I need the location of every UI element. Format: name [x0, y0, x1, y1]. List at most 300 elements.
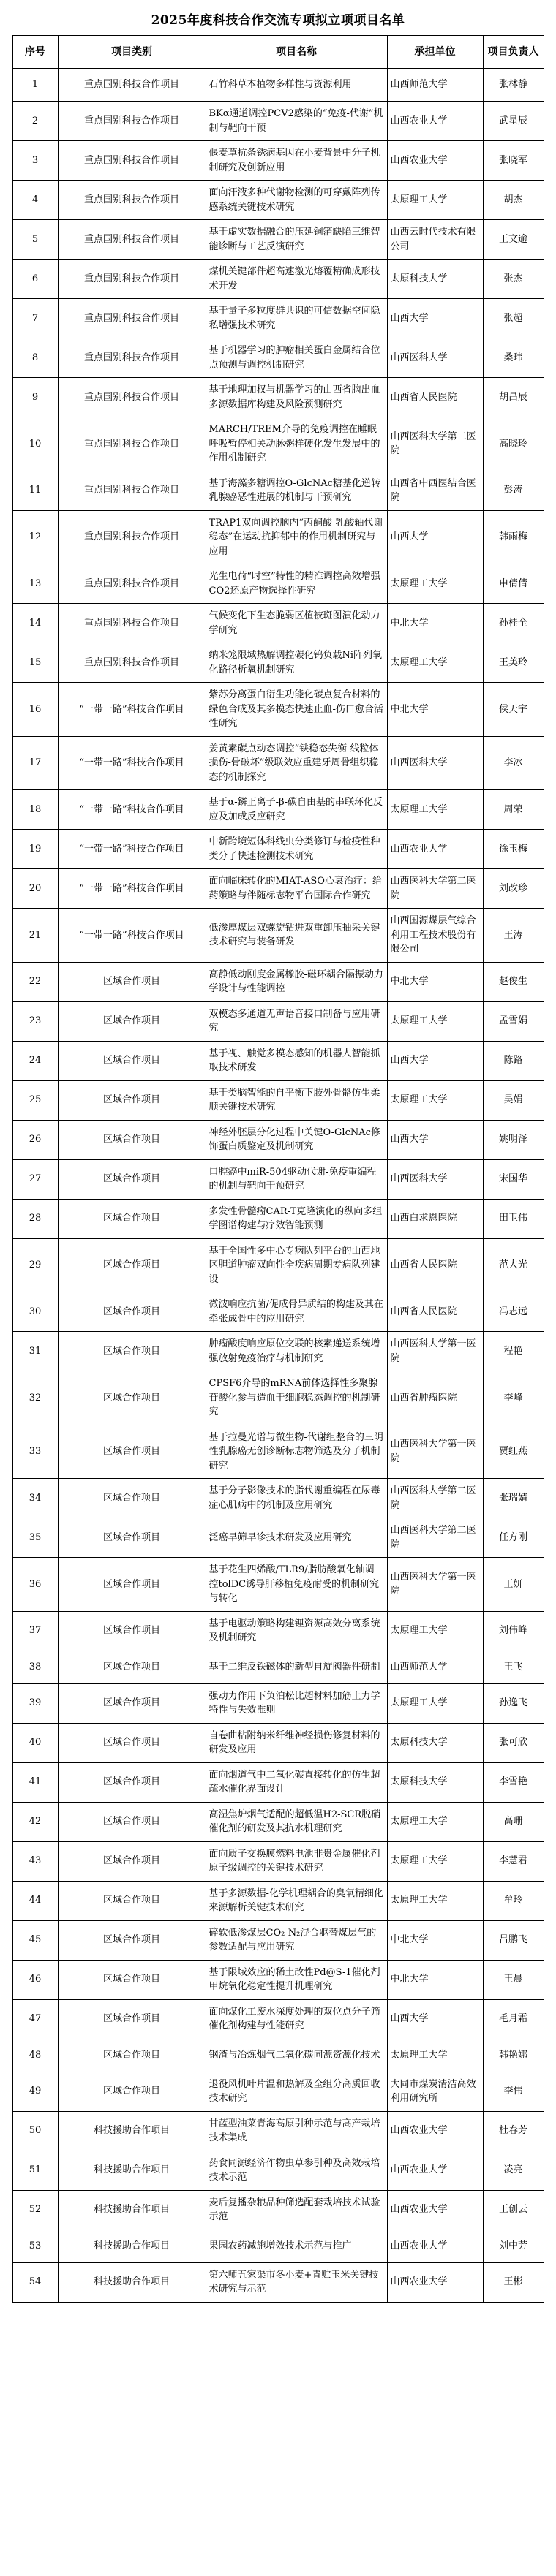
- row-undertaking-unit: 山西医科大学第二医院: [387, 869, 483, 909]
- row-project-category: 区域合作项目: [58, 1479, 206, 1518]
- row-project-category: 重点国别科技合作项目: [58, 220, 206, 260]
- row-project-leader: 张杰: [483, 260, 544, 299]
- row-project-category: 重点国别科技合作项目: [58, 69, 206, 102]
- row-project-leader: 李慧君: [483, 1841, 544, 1881]
- row-project-leader: 孙桂全: [483, 604, 544, 643]
- row-project-name: 甘蓝型油菜青海高原引种示范与高产栽培技术集成: [206, 2111, 387, 2151]
- row-serial-number: 44: [12, 1881, 58, 1920]
- row-project-leader: 胡杰: [483, 181, 544, 220]
- row-undertaking-unit: 中北大学: [387, 604, 483, 643]
- row-project-leader: 牟玲: [483, 1881, 544, 1920]
- row-undertaking-unit: 太原科技大学: [387, 260, 483, 299]
- row-project-leader: 王晨: [483, 1960, 544, 1999]
- row-serial-number: 47: [12, 1999, 58, 2039]
- row-project-name: 基于限域效应的稀土改性Pd@S-1催化剂甲烷氧化稳定性提升机理研究: [206, 1960, 387, 1999]
- row-undertaking-unit: 太原科技大学: [387, 1723, 483, 1762]
- row-undertaking-unit: 山西大学: [387, 1120, 483, 1159]
- row-project-leader: 王美玲: [483, 643, 544, 683]
- table-row: [12, 1920, 544, 1960]
- row-serial-number: 52: [12, 2190, 58, 2230]
- row-project-leader: 张晓军: [483, 141, 544, 181]
- row-project-leader: 徐玉梅: [483, 830, 544, 869]
- row-project-name: 面向煤化工废水深度处理的双位点分子筛催化剂构建与性能研究: [206, 1999, 387, 2039]
- table-row: [12, 102, 544, 141]
- row-project-name: 果园农药减施增效技术示范与推广: [206, 2230, 387, 2262]
- table-row: [12, 1199, 544, 1238]
- row-project-category: “一带一路”科技合作项目: [58, 790, 206, 830]
- row-project-category: 区域合作项目: [58, 962, 206, 1001]
- table-row: [12, 2151, 544, 2190]
- row-project-category: 区域合作项目: [58, 1802, 206, 1841]
- row-project-leader: 刘改珍: [483, 869, 544, 909]
- row-project-leader: 李冰: [483, 736, 544, 790]
- row-project-category: 重点国别科技合作项目: [58, 102, 206, 141]
- row-serial-number: 38: [12, 1651, 58, 1683]
- row-undertaking-unit: 太原理工大学: [387, 1841, 483, 1881]
- table-row: [12, 683, 544, 737]
- row-undertaking-unit: 山西省中西医结合医院: [387, 471, 483, 510]
- row-serial-number: 17: [12, 736, 58, 790]
- row-undertaking-unit: 中北大学: [387, 962, 483, 1001]
- header-project-leader: 项目负责人: [483, 36, 544, 69]
- table-row: [12, 1558, 544, 1612]
- row-project-category: 科技援助合作项目: [58, 2111, 206, 2151]
- table-row: [12, 141, 544, 181]
- row-undertaking-unit: 太原理工大学: [387, 2039, 483, 2072]
- row-project-leader: 张林静: [483, 69, 544, 102]
- row-project-name: 肿瘤酸度响应原位交联的核素递送系统增强放射免疫治疗与机制研究: [206, 1332, 387, 1371]
- row-serial-number: 20: [12, 869, 58, 909]
- table-row: [12, 1881, 544, 1920]
- row-project-category: 科技援助合作项目: [58, 2262, 206, 2302]
- row-project-category: 重点国别科技合作项目: [58, 643, 206, 683]
- table-row: [12, 1611, 544, 1651]
- row-project-category: 区域合作项目: [58, 1920, 206, 1960]
- row-project-leader: 胡昌辰: [483, 378, 544, 417]
- row-project-leader: 李雪艳: [483, 1762, 544, 1802]
- row-project-name: 钢渣与冶炼烟气二氧化碳同源资源化技术: [206, 2039, 387, 2072]
- row-serial-number: 49: [12, 2072, 58, 2111]
- row-project-name: 强动力作用下负泊松比超材料加筋土力学特性与失效准则: [206, 1683, 387, 1723]
- row-project-name: 基于拉曼光谱与微生物-代谢组整合的三阴性乳腺癌无创诊断标志物筛选及分子机制研究: [206, 1425, 387, 1479]
- row-serial-number: 32: [12, 1371, 58, 1425]
- row-undertaking-unit: 山西大学: [387, 1041, 483, 1080]
- row-project-category: 科技援助合作项目: [58, 2190, 206, 2230]
- row-serial-number: 3: [12, 141, 58, 181]
- row-project-name: 石竹科草本植物多样性与资源利用: [206, 69, 387, 102]
- row-project-category: 重点国别科技合作项目: [58, 260, 206, 299]
- row-project-category: 区域合作项目: [58, 1425, 206, 1479]
- row-project-category: “一带一路”科技合作项目: [58, 909, 206, 963]
- table-row: [12, 2262, 544, 2302]
- row-project-name: 碎软低渗煤层CO₂-N₂混合驱替煤层气的参数适配与应用研究: [206, 1920, 387, 1960]
- row-project-name: 基于类脑智能的自平衡下肢外骨骼仿生柔顺关键技术研究: [206, 1080, 387, 1120]
- row-undertaking-unit: 山西大学: [387, 299, 483, 338]
- row-project-leader: 范大光: [483, 1238, 544, 1292]
- row-serial-number: 51: [12, 2151, 58, 2190]
- row-project-category: “一带一路”科技合作项目: [58, 736, 206, 790]
- table-row: [12, 1723, 544, 1762]
- row-serial-number: 27: [12, 1159, 58, 1199]
- row-project-category: 区域合作项目: [58, 1960, 206, 1999]
- row-serial-number: 8: [12, 338, 58, 378]
- row-serial-number: 5: [12, 220, 58, 260]
- row-project-leader: 桑玮: [483, 338, 544, 378]
- row-project-category: 区域合作项目: [58, 1371, 206, 1425]
- row-undertaking-unit: 山西农业大学: [387, 2230, 483, 2262]
- row-serial-number: 12: [12, 510, 58, 564]
- row-serial-number: 53: [12, 2230, 58, 2262]
- table-row: [12, 220, 544, 260]
- row-project-name: 基于虚实数据融合的压延铜箔缺陷三维智能诊断与工艺反演研究: [206, 220, 387, 260]
- row-project-name: 泛癌早筛早诊技术研发及应用研究: [206, 1518, 387, 1558]
- row-project-name: 基于机器学习的肿瘤相关蛋白金属结合位点预测与调控机制研究: [206, 338, 387, 378]
- row-serial-number: 14: [12, 604, 58, 643]
- row-undertaking-unit: 太原理工大学: [387, 643, 483, 683]
- row-project-name: 多发性骨髓瘤CAR-T克隆演化的纵向多组学图谱构建与疗效智能预测: [206, 1199, 387, 1238]
- row-project-category: 重点国别科技合作项目: [58, 510, 206, 564]
- header-serial-number: 序号: [12, 36, 58, 69]
- row-project-leader: 彭涛: [483, 471, 544, 510]
- row-project-category: 科技援助合作项目: [58, 2151, 206, 2190]
- row-serial-number: 29: [12, 1238, 58, 1292]
- table-row: [12, 1762, 544, 1802]
- row-project-leader: 吕鹏飞: [483, 1920, 544, 1960]
- row-undertaking-unit: 山西农业大学: [387, 2262, 483, 2302]
- row-undertaking-unit: 太原理工大学: [387, 1881, 483, 1920]
- row-serial-number: 23: [12, 1001, 58, 1041]
- table-row: [12, 417, 544, 471]
- row-serial-number: 39: [12, 1683, 58, 1723]
- table-row: [12, 1292, 544, 1332]
- row-undertaking-unit: 山西农业大学: [387, 141, 483, 181]
- row-project-name: 神经外胚层分化过程中关键O-GlcNAc修饰蛋白质鉴定及机制研究: [206, 1120, 387, 1159]
- row-project-leader: 孟雪娟: [483, 1001, 544, 1041]
- row-project-leader: 武星辰: [483, 102, 544, 141]
- row-undertaking-unit: 山西农业大学: [387, 2190, 483, 2230]
- row-serial-number: 37: [12, 1611, 58, 1651]
- row-undertaking-unit: 太原科技大学: [387, 1762, 483, 1802]
- table-row: [12, 830, 544, 869]
- row-serial-number: 1: [12, 69, 58, 102]
- row-serial-number: 31: [12, 1332, 58, 1371]
- row-serial-number: 54: [12, 2262, 58, 2302]
- row-project-category: 区域合作项目: [58, 1999, 206, 2039]
- row-project-category: 科技援助合作项目: [58, 2230, 206, 2262]
- table-body: [12, 69, 544, 2303]
- row-undertaking-unit: 山西国源煤层气综合利用工程技术股份有限公司: [387, 909, 483, 963]
- table-row: [12, 1960, 544, 1999]
- row-project-category: 区域合作项目: [58, 1292, 206, 1332]
- row-project-leader: 王文逾: [483, 220, 544, 260]
- row-project-category: 区域合作项目: [58, 1041, 206, 1080]
- row-project-name: TRAP1双向调控脑内“丙酮酸-乳酸轴代谢稳态”在运动抗抑郁中的作用机制研究与应用: [206, 510, 387, 564]
- row-undertaking-unit: 大同市煤炭清洁高效利用研究所: [387, 2072, 483, 2111]
- row-project-name: 基于α-鏻正离子-β-碳自由基的串联环化反应及加成反应研究: [206, 790, 387, 830]
- row-project-category: 区域合作项目: [58, 1080, 206, 1120]
- row-project-name: 基于视、触觉多模态感知的机器人智能抓取技术研发: [206, 1041, 387, 1080]
- row-project-leader: 毛月霜: [483, 1999, 544, 2039]
- row-undertaking-unit: 山西农业大学: [387, 2111, 483, 2151]
- row-undertaking-unit: 中北大学: [387, 683, 483, 737]
- row-project-category: 区域合作项目: [58, 1723, 206, 1762]
- row-project-leader: 韩艳娜: [483, 2039, 544, 2072]
- row-serial-number: 11: [12, 471, 58, 510]
- row-project-category: 区域合作项目: [58, 1683, 206, 1723]
- row-project-leader: 田卫伟: [483, 1199, 544, 1238]
- row-undertaking-unit: 山西医科大学第一医院: [387, 1332, 483, 1371]
- row-project-name: 姜黄素碳点动态调控“铁稳态失衡-线粒体损伤-骨破坏”级联效应重建牙周骨组织稳态的机制探究: [206, 736, 387, 790]
- row-serial-number: 36: [12, 1558, 58, 1612]
- row-project-name: 基于二维反铁磁体的新型自旋阀器件研制: [206, 1651, 387, 1683]
- row-project-name: 低渗厚煤层双螺旋钻进双重卸压抽采关键技术研究与装备研发: [206, 909, 387, 963]
- row-undertaking-unit: 太原理工大学: [387, 1802, 483, 1841]
- table-row: [12, 510, 544, 564]
- row-serial-number: 43: [12, 1841, 58, 1881]
- row-project-name: 第六师五家渠市冬小麦+青贮玉米关键技术研究与示范: [206, 2262, 387, 2302]
- row-project-category: 重点国别科技合作项目: [58, 181, 206, 220]
- row-project-name: CPSF6介导的mRNA前体选择性多聚腺苷酸化参与造血干细胞稳态调控的机制研究: [206, 1371, 387, 1425]
- table-row: [12, 869, 544, 909]
- row-serial-number: 34: [12, 1479, 58, 1518]
- row-project-category: 重点国别科技合作项目: [58, 299, 206, 338]
- row-project-name: 药食同源经济作物虫草参引种及高效栽培技术示范: [206, 2151, 387, 2190]
- table-row: [12, 1332, 544, 1371]
- header-project-name: 项目名称: [206, 36, 387, 69]
- table-row: [12, 378, 544, 417]
- table-row: [12, 790, 544, 830]
- row-project-name: BKα通道调控PCV2感染的“免疫-代谢”机制与靶向干预: [206, 102, 387, 141]
- row-project-category: 区域合作项目: [58, 1159, 206, 1199]
- row-serial-number: 28: [12, 1199, 58, 1238]
- row-serial-number: 18: [12, 790, 58, 830]
- table-row: [12, 2230, 544, 2262]
- row-undertaking-unit: 山西医科大学第二医院: [387, 1479, 483, 1518]
- row-undertaking-unit: 山西大学: [387, 510, 483, 564]
- row-project-category: 区域合作项目: [58, 1558, 206, 1612]
- row-serial-number: 10: [12, 417, 58, 471]
- row-project-name: 面向临床转化的MIAT-ASO心衰治疗：给药策略与伴随标志物平台国际合作研究: [206, 869, 387, 909]
- row-serial-number: 21: [12, 909, 58, 963]
- row-project-name: 面向烟道气中二氧化碳直接转化的仿生超疏水催化界面设计: [206, 1762, 387, 1802]
- row-project-category: 区域合作项目: [58, 1120, 206, 1159]
- row-project-name: 自卷曲粘附纳米纤维神经损伤修复材料的研发及应用: [206, 1723, 387, 1762]
- row-serial-number: 19: [12, 830, 58, 869]
- row-project-category: “一带一路”科技合作项目: [58, 683, 206, 737]
- row-project-name: 面向汗液多种代谢物检测的可穿戴阵列传感系统关键技术研究: [206, 181, 387, 220]
- table-row: [12, 1080, 544, 1120]
- row-project-leader: 程艳: [483, 1332, 544, 1371]
- row-project-leader: 凌亮: [483, 2151, 544, 2190]
- row-serial-number: 40: [12, 1723, 58, 1762]
- row-project-leader: 刘中芳: [483, 2230, 544, 2262]
- row-serial-number: 45: [12, 1920, 58, 1960]
- row-project-category: 区域合作项目: [58, 1881, 206, 1920]
- table-row: [12, 962, 544, 1001]
- table-row: [12, 338, 544, 378]
- row-project-leader: 高珊: [483, 1802, 544, 1841]
- header-project-category: 项目类别: [58, 36, 206, 69]
- table-row: [12, 1802, 544, 1841]
- row-project-leader: 王创云: [483, 2190, 544, 2230]
- row-project-leader: 贾红燕: [483, 1425, 544, 1479]
- row-project-leader: 宋国华: [483, 1159, 544, 1199]
- row-undertaking-unit: 山西农业大学: [387, 2151, 483, 2190]
- table-row: [12, 2111, 544, 2151]
- row-project-category: “一带一路”科技合作项目: [58, 830, 206, 869]
- table-row: [12, 1120, 544, 1159]
- row-project-name: 气候变化下生态脆弱区植被斑图演化动力学研究: [206, 604, 387, 643]
- row-project-name: 基于量子多粒度群共识的可信数据空间隐私增强技术研究: [206, 299, 387, 338]
- row-project-category: 区域合作项目: [58, 1238, 206, 1292]
- table-row: [12, 1683, 544, 1723]
- row-project-name: 高湿焦炉烟气适配的超低温H2-SCR脱硝催化剂的研发及其抗水机理研究: [206, 1802, 387, 1841]
- table-row: [12, 2072, 544, 2111]
- table-row: [12, 1425, 544, 1479]
- row-serial-number: 24: [12, 1041, 58, 1080]
- row-project-leader: 任方刚: [483, 1518, 544, 1558]
- row-project-name: 双模态多通道无声语音接口制备与应用研究: [206, 1001, 387, 1041]
- row-project-name: 基于花生四烯酸/TLR9/脂肪酸氧化轴调控tolDC诱导肝移植免疫耐受的机制研究与转化: [206, 1558, 387, 1612]
- row-project-name: 基于全国性多中心专病队列平台的山西地区胆道肿瘤双向性全疾病周期专病队列建设: [206, 1238, 387, 1292]
- row-project-leader: 李峰: [483, 1371, 544, 1425]
- row-project-name: 高静低动刚度金属橡胶-磁环耦合隔振动力学设计与性能调控: [206, 962, 387, 1001]
- row-project-name: 面向质子交换膜燃料电池非贵金属催化剂原子级调控的关键技术研究: [206, 1841, 387, 1881]
- table-row: [12, 2039, 544, 2072]
- row-project-name: 纳米笼限域热解调控碳化钨负载Ni阵列氧化路径析氧机制研究: [206, 643, 387, 683]
- table-row: [12, 643, 544, 683]
- row-undertaking-unit: 山西师范大学: [387, 1651, 483, 1683]
- table-header: [12, 36, 544, 69]
- row-project-category: 重点国别科技合作项目: [58, 564, 206, 604]
- row-project-category: 区域合作项目: [58, 1332, 206, 1371]
- row-project-leader: 王彬: [483, 2262, 544, 2302]
- row-project-leader: 孙逸飞: [483, 1683, 544, 1723]
- row-project-category: 重点国别科技合作项目: [58, 417, 206, 471]
- row-project-leader: 张超: [483, 299, 544, 338]
- row-serial-number: 48: [12, 2039, 58, 2072]
- row-project-leader: 李伟: [483, 2072, 544, 2111]
- row-serial-number: 33: [12, 1425, 58, 1479]
- row-serial-number: 46: [12, 1960, 58, 1999]
- row-project-leader: 吴娟: [483, 1080, 544, 1120]
- row-undertaking-unit: 山西省人民医院: [387, 1292, 483, 1332]
- row-project-category: 区域合作项目: [58, 1762, 206, 1802]
- table-row: [12, 260, 544, 299]
- row-project-category: 区域合作项目: [58, 1001, 206, 1041]
- row-project-leader: 张可欣: [483, 1723, 544, 1762]
- row-project-name: 基于地理加权与机器学习的山西省脑出血多源数据库构建及风险预测研究: [206, 378, 387, 417]
- row-project-name: 光生电荷“时空”特性的精准调控高效增强CO2还原产物选择性研究: [206, 564, 387, 604]
- row-project-leader: 姚明泽: [483, 1120, 544, 1159]
- table-row: [12, 1041, 544, 1080]
- row-project-category: 区域合作项目: [58, 1611, 206, 1651]
- row-serial-number: 41: [12, 1762, 58, 1802]
- row-project-name: 微波响应抗菌/促成骨异质结的构建及其在牵张成骨中的应用研究: [206, 1292, 387, 1332]
- row-project-category: 重点国别科技合作项目: [58, 604, 206, 643]
- row-project-name: 麦后复播杂粮品种筛选配套栽培技术试验示范: [206, 2190, 387, 2230]
- row-project-name: 中新跨境短体科线虫分类修订与检疫性种类分子快速检测技术研究: [206, 830, 387, 869]
- table-row: [12, 564, 544, 604]
- row-project-leader: 高晓玲: [483, 417, 544, 471]
- row-project-leader: 陈路: [483, 1041, 544, 1080]
- row-serial-number: 9: [12, 378, 58, 417]
- row-undertaking-unit: 太原理工大学: [387, 1001, 483, 1041]
- row-undertaking-unit: 太原理工大学: [387, 1080, 483, 1120]
- row-undertaking-unit: 山西大学: [387, 1999, 483, 2039]
- row-project-category: “一带一路”科技合作项目: [58, 869, 206, 909]
- row-serial-number: 22: [12, 962, 58, 1001]
- row-serial-number: 7: [12, 299, 58, 338]
- row-serial-number: 16: [12, 683, 58, 737]
- row-undertaking-unit: 中北大学: [387, 1920, 483, 1960]
- row-serial-number: 13: [12, 564, 58, 604]
- table-row: [12, 1651, 544, 1683]
- row-project-name: 偃麦草抗条锈病基因在小麦背景中分子机制研究及创新应用: [206, 141, 387, 181]
- row-project-category: 区域合作项目: [58, 1651, 206, 1683]
- row-undertaking-unit: 山西医科大学: [387, 736, 483, 790]
- row-undertaking-unit: 山西云时代技术有限公司: [387, 220, 483, 260]
- table-row: [12, 471, 544, 510]
- row-project-category: 重点国别科技合作项目: [58, 378, 206, 417]
- header-undertaking-unit: 承担单位: [387, 36, 483, 69]
- row-project-name: 煤机关键部件超高速激光熔覆精确成形技术开发: [206, 260, 387, 299]
- table-row: [12, 1518, 544, 1558]
- row-undertaking-unit: 太原理工大学: [387, 1611, 483, 1651]
- row-project-leader: 刘伟峰: [483, 1611, 544, 1651]
- row-project-name: 基于电驱动策略构建锂资源高效分离系统及机制研究: [206, 1611, 387, 1651]
- row-project-leader: 王飞: [483, 1651, 544, 1683]
- row-serial-number: 35: [12, 1518, 58, 1558]
- row-undertaking-unit: 山西师范大学: [387, 69, 483, 102]
- row-project-leader: 王妍: [483, 1558, 544, 1612]
- row-serial-number: 2: [12, 102, 58, 141]
- row-undertaking-unit: 太原理工大学: [387, 1683, 483, 1723]
- row-project-category: 区域合作项目: [58, 1841, 206, 1881]
- table-row: [12, 2190, 544, 2230]
- row-undertaking-unit: 山西医科大学: [387, 1159, 483, 1199]
- row-undertaking-unit: 山西白求恩医院: [387, 1199, 483, 1238]
- row-undertaking-unit: 山西医科大学第二医院: [387, 1518, 483, 1558]
- row-undertaking-unit: 山西省人民医院: [387, 1238, 483, 1292]
- row-serial-number: 6: [12, 260, 58, 299]
- row-undertaking-unit: 山西农业大学: [387, 102, 483, 141]
- row-undertaking-unit: 太原理工大学: [387, 181, 483, 220]
- table-row: [12, 909, 544, 963]
- table-row: [12, 1479, 544, 1518]
- row-project-leader: 张瑞婧: [483, 1479, 544, 1518]
- row-project-leader: 周荣: [483, 790, 544, 830]
- row-project-leader: 申倩倩: [483, 564, 544, 604]
- table-row: [12, 69, 544, 102]
- row-undertaking-unit: 山西医科大学: [387, 338, 483, 378]
- row-project-leader: 王涛: [483, 909, 544, 963]
- table-row: [12, 299, 544, 338]
- row-project-name: 退役风机叶片温和热解及全组分高质回收技术研究: [206, 2072, 387, 2111]
- row-serial-number: 15: [12, 643, 58, 683]
- row-project-name: 紫苏分离蛋白衍生功能化碳点复合材料的绿色合成及其多模态快速止血-伤口愈合活性研究: [206, 683, 387, 737]
- row-project-name: 基于海藻多糖调控O-GlcNAc糖基化逆转乳腺癌恶性进展的机制与干预研究: [206, 471, 387, 510]
- row-serial-number: 25: [12, 1080, 58, 1120]
- row-undertaking-unit: 中北大学: [387, 1960, 483, 1999]
- row-project-category: 重点国别科技合作项目: [58, 338, 206, 378]
- table-header-row: [12, 36, 544, 69]
- table-row: [12, 181, 544, 220]
- row-project-leader: 杜春芳: [483, 2111, 544, 2151]
- row-undertaking-unit: 山西省肿瘤医院: [387, 1371, 483, 1425]
- row-project-name: 基于多源数据-化学机理耦合的臭氧精细化来源解析关键技术研究: [206, 1881, 387, 1920]
- row-project-leader: 冯志远: [483, 1292, 544, 1332]
